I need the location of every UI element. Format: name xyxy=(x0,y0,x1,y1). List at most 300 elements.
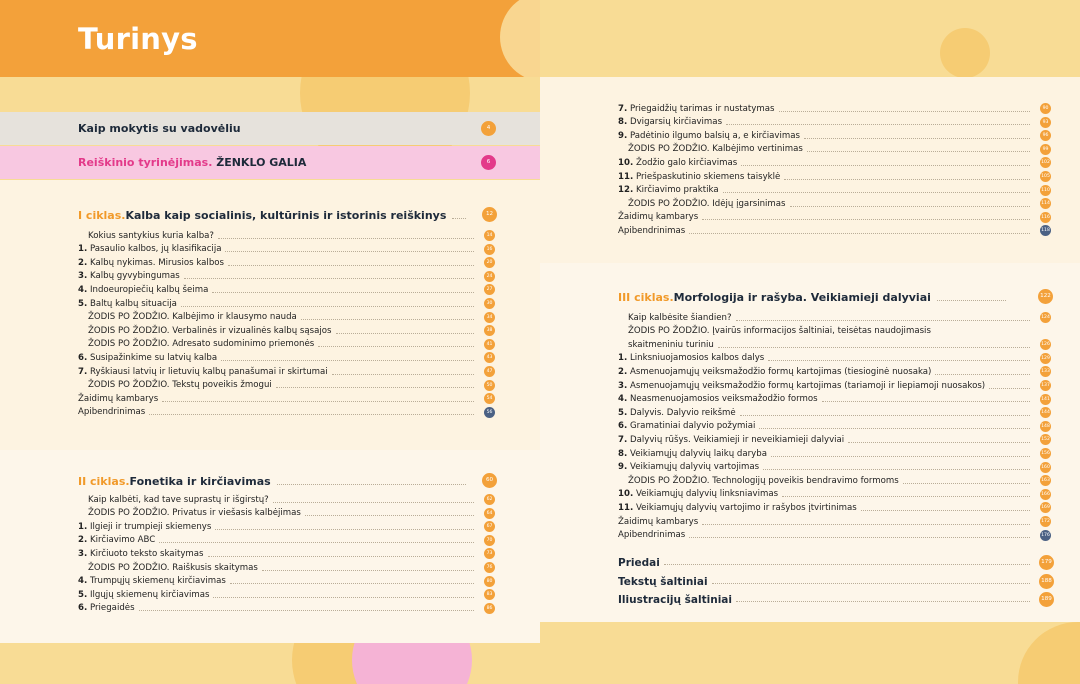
toc-entry[interactable] xyxy=(618,392,1036,406)
entry-text xyxy=(78,522,211,533)
page-number-badge: 172 xyxy=(1040,516,1051,527)
appendix-entry[interactable] xyxy=(618,589,1036,606)
page-number-badge: 156 xyxy=(1040,448,1051,459)
leader-dots xyxy=(276,387,474,388)
toc-entry[interactable] xyxy=(618,101,1036,115)
entry-title: Kirčiuoto teksto skaitymas xyxy=(89,548,204,559)
entry-title: skaitmeniniu turiniu xyxy=(628,339,714,350)
page-number-badge: 116 xyxy=(1040,212,1051,223)
leader-dots xyxy=(218,238,474,239)
leader-dots xyxy=(702,219,1030,220)
leader-dots xyxy=(664,564,1030,565)
entry-title: Asmenuojamųjų veiksmažodžio formų kartojimas (tiesioginė nuosaka) xyxy=(629,366,932,377)
leader-dots xyxy=(208,556,474,557)
toc-entry[interactable] xyxy=(88,560,480,574)
page-number-badge: 114 xyxy=(1040,198,1051,209)
toc-entry[interactable] xyxy=(78,405,480,419)
page-number-badge: 166 xyxy=(1040,489,1051,500)
entry-text xyxy=(88,563,258,574)
leader-dots xyxy=(782,496,1030,497)
entry-text xyxy=(618,367,931,378)
entry-title: ŽODIS PO ŽODŽIO. Idėjų įgarsinimas xyxy=(628,198,786,209)
entry-title: Asmenuojamųjų veiksmažodžio formų kartojimas (tariamoji ir liepiamoji nuosakos) xyxy=(629,380,986,391)
page-number-badge: 27 xyxy=(484,284,495,295)
entry-number: 7. xyxy=(618,434,628,445)
entry-title: Kirčiavimo ABC xyxy=(89,535,156,546)
entry-text xyxy=(618,530,685,541)
entry-text xyxy=(78,590,209,601)
entry-title: Kalbų gyvybingumas xyxy=(89,271,180,282)
leader-dots xyxy=(215,529,474,530)
toc-entry[interactable] xyxy=(78,519,480,533)
entry-text xyxy=(628,144,803,155)
page-number-badge: 93 xyxy=(1040,117,1051,128)
entry-number: 5. xyxy=(618,407,628,418)
entry-text xyxy=(78,407,145,418)
leader-dots xyxy=(784,179,1030,180)
leader-dots xyxy=(763,469,1030,470)
entry-text xyxy=(78,367,328,378)
page-number-badge: 43 xyxy=(484,352,495,363)
entry-text xyxy=(618,353,764,364)
leader-dots xyxy=(726,124,1030,125)
entry-text xyxy=(78,549,204,560)
appendix-entry[interactable] xyxy=(618,552,1036,569)
toc-entry[interactable] xyxy=(628,310,1036,324)
leader-dots xyxy=(184,278,474,279)
toc-entry[interactable] xyxy=(88,228,480,242)
page-number-badge: 67 xyxy=(484,521,495,532)
entry-text xyxy=(78,271,180,282)
leader-dots xyxy=(213,597,474,598)
entry-number: 9. xyxy=(618,462,628,473)
leader-dots xyxy=(937,300,1006,301)
cycle-heading[interactable] xyxy=(618,291,1012,304)
page-number-badge: 86 xyxy=(484,603,495,614)
entry-number: 4. xyxy=(618,394,628,405)
page-number-badge: 152 xyxy=(1040,434,1051,445)
entry-title: Susipažinkime su latvių kalba xyxy=(89,352,218,363)
entry-number: 10. xyxy=(618,489,634,500)
title-band xyxy=(0,0,540,77)
cycle-title: Kalba kaip socialinis, kultūrinis ir istorinis reiškinys xyxy=(125,209,447,222)
entry-number: 2. xyxy=(78,535,88,546)
entry-title: Žaidimų kambarys xyxy=(618,516,699,527)
leader-dots xyxy=(225,251,474,252)
entry-title: Priegaidės xyxy=(89,603,135,614)
entry-title: Baltų kalbų situacija xyxy=(89,298,177,309)
entry-title: Veikiamųjų dalyvių vartojimo ir rašybos įtvirtinimas xyxy=(635,502,857,513)
leader-dots xyxy=(221,360,474,361)
leader-dots xyxy=(159,542,474,543)
page-number-badge: 141 xyxy=(1040,394,1051,405)
entry-text xyxy=(78,258,224,269)
entry-text xyxy=(78,353,217,364)
toc-entry[interactable] xyxy=(78,601,480,615)
leader-dots xyxy=(181,306,474,307)
toc-entry[interactable] xyxy=(88,310,480,324)
entry-text xyxy=(618,462,759,473)
entry-number: 4. xyxy=(78,576,88,587)
leader-dots xyxy=(228,265,474,266)
entry-text xyxy=(78,244,221,255)
leader-dots xyxy=(989,388,1030,389)
page-number-badge: 80 xyxy=(484,576,495,587)
page-title: Turinys xyxy=(78,22,198,56)
entry-title: Žaidimų kambarys xyxy=(618,212,699,223)
toc-entry[interactable] xyxy=(618,223,1036,237)
entry-number: 3. xyxy=(78,548,88,559)
leader-dots xyxy=(273,502,474,503)
leader-dots xyxy=(740,415,1030,416)
leader-dots xyxy=(305,515,474,516)
page-number-badge: 102 xyxy=(1040,157,1051,168)
entry-number: 3. xyxy=(78,271,88,282)
entry-text xyxy=(618,158,737,169)
leader-dots xyxy=(861,510,1030,511)
page-number-badge: 163 xyxy=(1040,475,1051,486)
toc-entry[interactable] xyxy=(618,446,1036,460)
entry-title: Indoeuropiečių kalbų šeima xyxy=(89,284,209,295)
leader-dots xyxy=(804,138,1030,139)
toc-entry[interactable] xyxy=(78,546,480,560)
entry-number: 6. xyxy=(618,421,628,432)
entry-title: Kokius santykius kuria kalba? xyxy=(88,230,214,241)
toc-entry[interactable] xyxy=(78,242,480,256)
entry-title: Linksniuojamosios kalbos dalys xyxy=(629,353,765,364)
entry-title: Dalyvių rūšys. Veikiamieji ir neveikiamieji dalyviai xyxy=(629,434,845,445)
entry-title: Ilgųjų skiemenų kirčiavimas xyxy=(89,589,210,600)
entry-title: Pasaulio kalbos, jų klasifikacija xyxy=(89,244,222,255)
entry-text xyxy=(628,326,931,337)
toc-entry[interactable] xyxy=(618,500,1036,514)
cycle-accent: III ciklas. xyxy=(618,291,674,304)
toc-entry[interactable] xyxy=(78,350,480,364)
leader-dots xyxy=(212,292,474,293)
toc-entry[interactable] xyxy=(618,405,1036,419)
toc-entry[interactable] xyxy=(628,473,1036,487)
leader-dots xyxy=(336,333,475,334)
toc-entry[interactable] xyxy=(618,419,1036,433)
intro-label: Kaip mokytis su vadovėliu xyxy=(78,122,241,135)
toc-entry[interactable] xyxy=(78,296,480,310)
toc-entry[interactable] xyxy=(628,196,1036,210)
page-number-badge: 129 xyxy=(1040,353,1051,364)
entry-number: 11. xyxy=(618,502,634,513)
leader-dots xyxy=(935,374,1030,375)
cycle-heading[interactable] xyxy=(78,475,472,488)
toc-entry[interactable] xyxy=(618,115,1036,129)
leader-dots xyxy=(822,401,1030,402)
appendix-entry[interactable] xyxy=(618,571,1036,588)
entry-text xyxy=(618,517,698,528)
entry-text xyxy=(618,449,767,460)
page-number-badge: 73 xyxy=(484,548,495,559)
leader-dots xyxy=(903,483,1030,484)
entry-number: 5. xyxy=(78,298,88,309)
leader-dots xyxy=(736,601,1030,602)
toc-entry[interactable] xyxy=(78,364,480,378)
leader-dots xyxy=(162,401,474,402)
toc-entry[interactable] xyxy=(618,364,1036,378)
entry-text xyxy=(78,299,177,310)
page-number-badge: 76 xyxy=(484,562,495,573)
entry-number: 6. xyxy=(78,352,88,363)
toc-entry[interactable] xyxy=(78,574,480,588)
toc-entry[interactable] xyxy=(618,169,1036,183)
entry-text xyxy=(618,489,778,500)
entry-text xyxy=(618,212,698,223)
entry-number: 3. xyxy=(618,380,628,391)
page-number-badge: 137 xyxy=(1040,380,1051,391)
entry-title: ŽODIS PO ŽODŽIO. Raiškusis skaitymas xyxy=(88,562,258,573)
entry-title: Veikiamųjų dalyvių laikų daryba xyxy=(629,448,767,459)
entry-title: Apibendrinimas xyxy=(78,407,146,418)
page-number-badge: 56 xyxy=(484,407,495,418)
page-number-badge: 20 xyxy=(484,257,495,268)
entry-title: Kaip kalbėsite šiandien? xyxy=(628,312,732,323)
page-number-badge: 144 xyxy=(1040,407,1051,418)
cycle-heading[interactable] xyxy=(78,209,472,222)
appendix-label: Priedai xyxy=(618,557,660,569)
entry-title: Ilgieji ir trumpieji skiemenys xyxy=(89,521,212,532)
page-number-badge: 60 xyxy=(482,473,497,488)
leader-dots xyxy=(332,374,474,375)
page-number-badge: 96 xyxy=(1040,130,1051,141)
entry-title: Kirčiavimo praktika xyxy=(635,185,719,196)
appendix-label: Tekstų šaltiniai xyxy=(618,575,708,588)
toc-entry[interactable] xyxy=(618,514,1036,528)
leader-dots xyxy=(807,151,1030,152)
research-row[interactable] xyxy=(0,146,540,179)
entry-number: 1. xyxy=(78,521,88,532)
leader-dots xyxy=(712,583,1030,584)
page-number-badge: 34 xyxy=(484,312,495,323)
toc-entry[interactable] xyxy=(88,337,480,351)
entry-text xyxy=(618,435,844,446)
page-number-badge: 14 xyxy=(484,230,495,241)
entry-number: 1. xyxy=(618,353,628,364)
entry-text xyxy=(618,172,780,183)
entry-text xyxy=(628,313,732,324)
entry-title: Žodžio galo kirčiavimas xyxy=(635,157,738,168)
cycle-title: Morfologija ir rašyba. Veikiamieji dalyviai xyxy=(673,291,931,304)
entry-title: ŽODIS PO ŽODŽIO. Įvairūs informacijos šaltiniai, teisėtas naudojimasis xyxy=(628,326,931,337)
entry-title: Priegaidžių tarimas ir nustatymas xyxy=(629,103,775,114)
toc-entry[interactable] xyxy=(618,155,1036,169)
entry-title: Padėtinio ilgumo balsių a, e kirčiavimas xyxy=(629,130,800,141)
toc-entry[interactable] xyxy=(618,183,1036,197)
entry-text xyxy=(618,394,818,405)
entry-title: Kalbų nykimas. Mirusios kalbos xyxy=(89,257,225,268)
leader-dots xyxy=(779,111,1031,112)
entry-title: Priešpaskutinio skiemens taisyklė xyxy=(635,171,781,182)
entry-title: ŽODIS PO ŽODŽIO. Tekstų poveikis žmogui xyxy=(88,380,272,391)
page-number-badge: 70 xyxy=(484,535,495,546)
page-number-badge: 47 xyxy=(484,366,495,377)
entry-text xyxy=(618,226,685,237)
entry-number: 4. xyxy=(78,284,88,295)
page-number-badge: 62 xyxy=(484,494,495,505)
page-number-badge: 105 xyxy=(1040,171,1051,182)
entry-text xyxy=(618,185,719,196)
cycle-title: Fonetika ir kirčiavimas xyxy=(129,475,271,488)
intro-row[interactable] xyxy=(0,112,540,145)
page-number-badge: 176 xyxy=(1040,530,1051,541)
entry-text xyxy=(618,408,736,419)
decor-circle xyxy=(1018,622,1080,684)
page-number-badge: 41 xyxy=(484,339,495,350)
research-accent: Reiškinio tyrinėjimas. xyxy=(78,156,213,169)
toc-entry[interactable] xyxy=(628,324,1036,338)
page-number-badge: 24 xyxy=(484,271,495,282)
entry-number: 5. xyxy=(78,589,88,600)
entry-number: 8. xyxy=(618,117,628,128)
entry-text xyxy=(78,576,226,587)
entry-title: Trumpųjų skiemenų kirčiavimas xyxy=(89,576,226,587)
entry-text xyxy=(628,340,714,351)
entry-text xyxy=(88,495,269,506)
page-number-badge: 118 xyxy=(1040,225,1051,236)
entry-text xyxy=(78,285,208,296)
entry-text xyxy=(618,381,985,392)
page-number-badge: 90 xyxy=(1040,103,1051,114)
leader-dots xyxy=(848,442,1030,443)
entry-title: ŽODIS PO ŽODŽIO. Adresato sudominimo priemonės xyxy=(88,339,315,350)
page-number-badge: 169 xyxy=(1040,502,1051,513)
page-number-badge: 124 xyxy=(1040,312,1051,323)
leader-dots xyxy=(277,484,466,485)
toc-entry[interactable] xyxy=(618,351,1036,365)
leader-dots xyxy=(790,206,1030,207)
entry-text xyxy=(88,380,272,391)
entry-number: 2. xyxy=(618,366,628,377)
toc-entry[interactable] xyxy=(88,506,480,520)
entry-number: 7. xyxy=(618,103,628,114)
entry-number: 9. xyxy=(618,130,628,141)
page-number-badge: 6 xyxy=(481,155,496,170)
leader-dots xyxy=(741,165,1030,166)
leader-dots xyxy=(736,320,1030,321)
toc-entry[interactable] xyxy=(78,391,480,405)
toc-entry[interactable] xyxy=(618,487,1036,501)
page-number-badge: 99 xyxy=(1040,144,1051,155)
entry-number: 7. xyxy=(78,366,88,377)
toc-entry[interactable] xyxy=(88,492,480,506)
leader-dots xyxy=(318,346,474,347)
leader-dots xyxy=(718,347,1030,348)
leader-dots xyxy=(771,456,1030,457)
leader-dots xyxy=(301,319,474,320)
toc-entry[interactable] xyxy=(628,337,1036,351)
page-number-badge: 4 xyxy=(481,121,496,136)
page-number-badge: 148 xyxy=(1040,421,1051,432)
page-number-badge: 64 xyxy=(484,508,495,519)
entry-title: Dalyvis. Dalyvio reikšmė xyxy=(629,407,736,418)
toc-entry[interactable] xyxy=(78,269,480,283)
entry-title: Gramatiniai dalyvio požymiai xyxy=(629,421,756,432)
leader-dots xyxy=(723,192,1030,193)
research-label xyxy=(78,156,306,169)
toc-entry[interactable] xyxy=(618,378,1036,392)
entry-text xyxy=(88,326,332,337)
page-number-badge: 30 xyxy=(484,298,495,309)
page-number-badge: 126 xyxy=(1040,339,1051,350)
page-number-badge: 188 xyxy=(1039,574,1054,589)
entry-text xyxy=(628,476,899,487)
toc-entry[interactable] xyxy=(78,533,480,547)
decor-circle xyxy=(500,0,540,77)
cycle-accent: I ciklas. xyxy=(78,209,126,222)
toc-entry[interactable] xyxy=(618,210,1036,224)
entry-text xyxy=(628,199,786,210)
entry-text xyxy=(88,508,301,519)
entry-title: Žaidimų kambarys xyxy=(78,393,159,404)
entry-text xyxy=(88,231,214,242)
page-number-badge: 179 xyxy=(1039,555,1054,570)
page-number-badge: 160 xyxy=(1040,462,1051,473)
leader-dots xyxy=(689,537,1030,538)
entry-title: ŽODIS PO ŽODŽIO. Technologijų poveikis bendravimo formoms xyxy=(628,475,899,486)
page-number-badge: 189 xyxy=(1039,592,1054,607)
entry-title: Neasmenuojamosios veiksmažodžio formos xyxy=(629,394,818,405)
entry-number: 2. xyxy=(78,257,88,268)
entry-number: 12. xyxy=(618,185,634,196)
leader-dots xyxy=(768,360,1030,361)
toc-entry[interactable] xyxy=(628,142,1036,156)
page-number-badge: 110 xyxy=(1040,185,1051,196)
page-number-badge: 133 xyxy=(1040,366,1051,377)
entry-title: ŽODIS PO ŽODŽIO. Privatus ir viešasis kalbėjimas xyxy=(88,508,301,519)
entry-text xyxy=(78,603,135,614)
toc-entry[interactable] xyxy=(618,432,1036,446)
leader-dots xyxy=(452,218,466,219)
page-number-badge: 83 xyxy=(484,589,495,600)
entry-text xyxy=(78,535,155,546)
entry-text xyxy=(88,339,314,350)
page-number-badge: 38 xyxy=(484,325,495,336)
toc-entry[interactable] xyxy=(618,460,1036,474)
decor-circle xyxy=(940,28,990,78)
toc-entry[interactable] xyxy=(78,282,480,296)
leader-dots xyxy=(149,414,474,415)
toc-entry[interactable] xyxy=(618,128,1036,142)
leader-dots xyxy=(689,233,1030,234)
toc-entry[interactable] xyxy=(88,378,480,392)
leader-dots xyxy=(262,570,474,571)
right-page xyxy=(540,0,1080,684)
entry-text xyxy=(618,503,857,514)
leader-dots xyxy=(759,428,1030,429)
research-title: ŽENKLO GALIA xyxy=(216,156,307,169)
page-number-badge: 122 xyxy=(1038,289,1053,304)
page-number-badge: 54 xyxy=(484,393,495,404)
page-number-badge: 50 xyxy=(484,380,495,391)
entry-title: Veikiamųjų dalyvių linksniavimas xyxy=(635,489,779,500)
entry-text xyxy=(618,421,755,432)
entry-text xyxy=(618,104,775,115)
toc-entry[interactable] xyxy=(88,323,480,337)
entry-title: Veikiamųjų dalyvių vartojimas xyxy=(629,462,760,473)
leader-dots xyxy=(139,610,474,611)
entry-title: ŽODIS PO ŽODŽIO. Kalbėjimo vertinimas xyxy=(628,144,803,155)
page-number-badge: 12 xyxy=(482,207,497,222)
toc-entry[interactable] xyxy=(618,528,1036,542)
toc-entry[interactable] xyxy=(78,255,480,269)
entry-number: 6. xyxy=(78,603,88,614)
entry-text xyxy=(618,117,722,128)
toc-entry[interactable] xyxy=(78,587,480,601)
